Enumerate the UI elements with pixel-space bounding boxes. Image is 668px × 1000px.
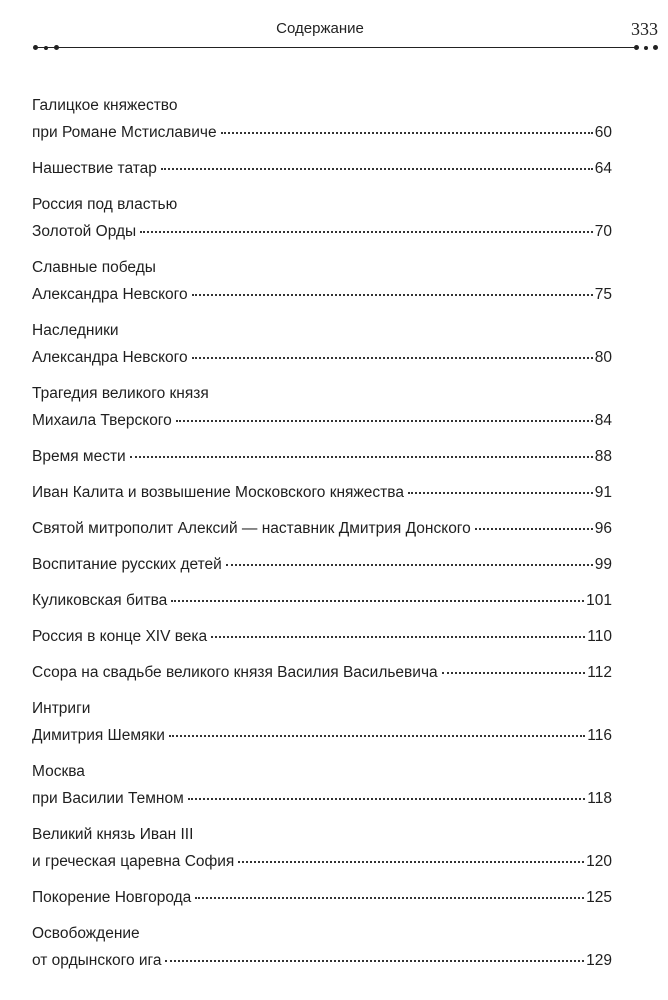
dot-leader [176, 419, 593, 422]
toc-entry-title: Наследники [32, 322, 119, 339]
toc-entry-title: Интриги [32, 700, 91, 717]
dot-leader [195, 896, 584, 899]
toc-entry-title: Трагедия великого князя [32, 385, 209, 402]
toc-entry [32, 254, 612, 308]
rule-ornament-dot [33, 45, 38, 50]
toc-entry-last-line [32, 722, 612, 749]
toc-entry-last-line [32, 551, 612, 578]
toc-entry-title: Воспитание русских детей [32, 556, 222, 573]
dot-leader [130, 455, 593, 458]
toc-entry-line [32, 380, 612, 407]
toc-page-number: 118 [587, 790, 612, 807]
toc-page-number: 96 [594, 520, 612, 537]
rule-ornament-dot [54, 45, 59, 50]
toc-entry-title: при Романе Мстиславиче [32, 124, 217, 141]
toc-page-number: 84 [594, 412, 612, 429]
toc-entry-line [32, 254, 612, 281]
rule-ornament-dot [44, 46, 48, 50]
page-number: 333 [631, 19, 658, 39]
toc-entry-last-line [32, 848, 612, 875]
toc-entry-title: при Василии Темном [32, 790, 184, 807]
toc-entry [32, 443, 612, 470]
toc-entry-line [32, 758, 612, 785]
toc-entry-title: Святой митрополит Алексий — наставник Дмитрия Донского [32, 520, 471, 537]
toc-entry-title: Димитрия Шемяки [32, 727, 165, 744]
toc-entry-line [32, 317, 612, 344]
toc-entry-title: Славные победы [32, 259, 156, 276]
toc-entry-title: Москва [32, 763, 85, 780]
rule-ornament-dot [653, 45, 658, 50]
toc-entry-last-line [32, 884, 612, 911]
toc-page-number: 120 [586, 853, 612, 870]
toc-page-number: 125 [586, 889, 612, 906]
dot-leader [226, 563, 593, 566]
toc-entry-title: Иван Калита и возвышение Московского княжества [32, 484, 404, 501]
toc-entry-last-line [32, 515, 612, 542]
dot-leader [221, 131, 593, 134]
toc-entry [32, 884, 612, 911]
dot-leader [161, 167, 593, 170]
toc-page-number: 60 [594, 124, 612, 141]
header-rule [36, 47, 636, 48]
toc-entry [32, 821, 612, 875]
toc-entry-title: Россия в конце XIV века [32, 628, 208, 645]
toc-entry-last-line [32, 281, 612, 308]
toc-entry-last-line [32, 443, 612, 470]
dot-leader [171, 599, 584, 602]
rule-ornament-dot [634, 45, 639, 50]
dot-leader [140, 230, 593, 233]
toc-entry [32, 191, 612, 245]
toc-entry-last-line [32, 344, 612, 371]
toc-entry-title: Великий князь Иван III [32, 826, 194, 843]
toc-entry-title: Александра Невского [32, 286, 188, 303]
dot-leader [211, 635, 585, 638]
toc-entry-title: Золотой Орды [32, 223, 137, 240]
toc-page-number: 91 [594, 484, 612, 501]
toc-entry [32, 623, 612, 650]
toc-page-number: 110 [587, 628, 612, 645]
toc-entry [32, 920, 612, 974]
toc-page-number: 116 [587, 727, 612, 744]
page-header [0, 0, 668, 60]
dot-leader [192, 356, 593, 359]
dot-leader [192, 293, 593, 296]
dot-leader [442, 671, 586, 674]
dot-leader [188, 797, 586, 800]
toc-entry-last-line [32, 587, 612, 614]
toc-page-number: 129 [586, 952, 612, 969]
toc-entry-title: и греческая царевна София [32, 853, 235, 870]
toc-entry-title: Ссора на свадьбе великого князя Василия Васильевича [32, 664, 438, 681]
dot-leader [408, 491, 593, 494]
toc-entry [32, 758, 612, 812]
dot-leader [165, 959, 584, 962]
toc-page-number: 112 [587, 664, 612, 681]
toc-entry [32, 659, 612, 686]
toc-entry [32, 695, 612, 749]
toc-entry [32, 317, 612, 371]
toc-entry [32, 155, 612, 182]
toc-entry-last-line [32, 947, 612, 974]
toc-entry-line [32, 695, 612, 722]
toc-entry-last-line [32, 218, 612, 245]
toc-entry-last-line [32, 623, 612, 650]
toc-entry [32, 515, 612, 542]
toc-entry-title: Освобождение [32, 925, 140, 942]
toc-entry-last-line [32, 479, 612, 506]
toc-entry [32, 380, 612, 434]
toc-page-number: 88 [594, 448, 612, 465]
dot-leader [238, 860, 584, 863]
dot-leader [475, 527, 593, 530]
toc-entry-last-line [32, 119, 612, 146]
toc-entry [32, 587, 612, 614]
toc-page-number: 70 [594, 223, 612, 240]
toc-entry-title: от ордынского ига [32, 952, 162, 969]
toc-page-number: 75 [594, 286, 612, 303]
toc-page-number: 101 [586, 592, 612, 609]
toc-entry-title: Покорение Новгорода [32, 889, 192, 906]
toc-entry-line [32, 920, 612, 947]
toc-entry-line [32, 92, 612, 119]
toc-entry-last-line [32, 659, 612, 686]
toc-entry-line [32, 821, 612, 848]
header-title: Содержание [276, 20, 364, 37]
toc-page-number: 64 [594, 160, 612, 177]
rule-ornament-dot [644, 46, 648, 50]
toc-entry-title: Нашествие татар [32, 160, 157, 177]
toc-entry-title: Александра Невского [32, 349, 188, 366]
toc-entry-line [32, 191, 612, 218]
table-of-contents [32, 92, 612, 983]
toc-entry-title: Куликовская битва [32, 592, 168, 609]
toc-entry-last-line [32, 407, 612, 434]
dot-leader [169, 734, 585, 737]
toc-page-number: 80 [594, 349, 612, 366]
toc-entry-title: Галицкое княжество [32, 97, 178, 114]
toc-entry-title: Михаила Тверского [32, 412, 172, 429]
toc-entry-title: Россия под властью [32, 196, 178, 213]
toc-entry [32, 479, 612, 506]
toc-entry [32, 92, 612, 146]
toc-entry-last-line [32, 155, 612, 182]
toc-entry-last-line [32, 785, 612, 812]
toc-entry [32, 551, 612, 578]
toc-page-number: 99 [594, 556, 612, 573]
toc-entry-title: Время мести [32, 448, 126, 465]
